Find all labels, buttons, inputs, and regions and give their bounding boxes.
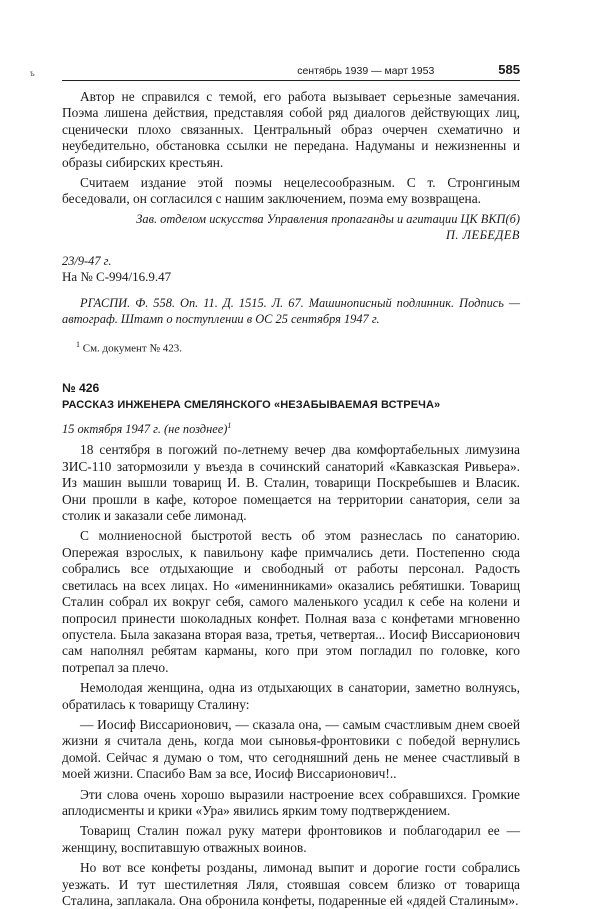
document-date-line bbox=[62, 418, 520, 437]
paragraph: Товарищ Сталин пожал руку матери фронтовиков и поблагодарил ее — женщину, воспитавшую отважных воинов. bbox=[62, 823, 520, 855]
date-footnote-marker: 1 bbox=[227, 421, 232, 431]
document-reference: На № С-994/16.9.47 bbox=[62, 268, 172, 284]
signature-position: Зав. отделом искусства Управления пропаганды и агитации ЦК ВКП(б) bbox=[136, 211, 520, 226]
document-number: № 426 bbox=[62, 381, 100, 396]
document-title: РАССКАЗ ИНЖЕНЕРА СМЕЛЯНСКОГО «НЕЗАБЫВАЕМАЯ ВСТРЕЧА» bbox=[62, 399, 441, 412]
header-date-range: сентябрь 1939 — март 1953 bbox=[297, 65, 435, 77]
paragraph: — Иосиф Виссарионович, — сказала она, — самым счастливым днем своей жизни я считала день, когда мои сыновья-фронтовики с победой вернулись домой. Сейчас я думаю о том, что сегодняшний день не менее счастливый в моей жизни. Спасибо Вам за все, Иосиф Виссарионович!.. bbox=[62, 716, 520, 782]
paragraph: С молниеносной быстротой весть об этом разнеслась по санаторию. Опережая взрослых, к павильону кафе примчались дети. Постепенно сюда собрались все отдыхающие и свободный от работы персонал. Радость светилась на всех лицах. Но «именинниками» оказались ребятишки. Товарищ Сталин собрал их вокруг себя, самого маленького усадил к себе на колени и попросил принести шоколадных конфет. Полная ваза с конфетами мгновенно опустела. Была заказана вторая ваза, третья, четвертая... Иосиф Виссарионович сам наполнял ребятам карманы, кого при этом погладил по головке, кого потрепал за плечо. bbox=[62, 528, 520, 675]
signature-name: П. ЛЕБЕДЕВ bbox=[445, 227, 520, 242]
archive-note: РГАСПИ. Ф. 558. Оп. 11. Д. 1515. Л. 67. Машинописный подлинник. Подпись — автограф. Штамп о поступлении в ОС 25 сентября 1947 г. bbox=[62, 295, 520, 327]
footnote-text: См. документ № 423. bbox=[80, 342, 182, 355]
paragraph: Но вот все конфеты розданы, лимонад выпит и дорогие гости собрались уезжать. И тут шестилетняя Ляля, стоявшая совсем близко от товарища Сталина, заплакала. Она обронила конфеты, подаренные ей «дядей Сталиным». bbox=[62, 860, 520, 908]
paragraph: 18 сентября в погожий по-летнему вечер два комфортабельных лимузина ЗИС-110 затормозили у въезда в сочинский санаторий «Кавказская Ривьера». Из машин вышли товарищ И. В. Сталин, товарищи Поскребышев и Власик. Они прошли в кафе, которое помещается на территории санатория, сели за столик и заказали себе лимонад. bbox=[62, 442, 520, 524]
running-header bbox=[62, 62, 520, 81]
paragraph: Немолодая женщина, одна из отдыхающих в санатории, заметно волнуясь, обратилась к товарищу Сталину: bbox=[62, 680, 520, 712]
paragraph: Считаем издание этой поэмы нецелесообразным. С т. Стронгиным беседовали, он согласился с нашим заключением, поэма ему возвращена. bbox=[62, 175, 520, 207]
paragraph: Эти слова очень хорошо выразили настроение всех собравшихся. Громкие аплодисменты и крики «Ура» явились ярким тому подтверждением. bbox=[62, 786, 520, 818]
document-date-text: 15 октября 1947 г. (не позднее) bbox=[62, 422, 228, 437]
footnote bbox=[62, 340, 520, 355]
footnote-marker: 1 bbox=[76, 339, 80, 349]
paragraph: Автор не справился с темой, его работа вызывает серьезные замечания. Поэма лишена действия, представляя собой ряд диалогов действующих лиц, сценически плохо связанных. Центральный образ очерчен схематично и неубедительно, обстановка ссылки не передана. Надуманы и нежизненны и образы сибирских крестьян. bbox=[62, 89, 520, 170]
page-number: 585 bbox=[498, 62, 520, 77]
scan-mark: ъ bbox=[30, 68, 35, 78]
document-date: 23/9-47 г. bbox=[62, 253, 112, 268]
document-page bbox=[62, 62, 520, 909]
